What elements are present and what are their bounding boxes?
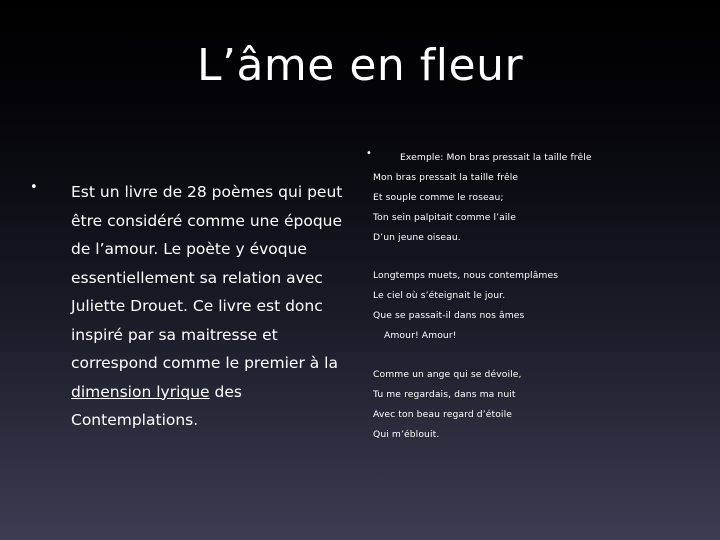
poem-line: Que se passait-il dans nos âmes (373, 310, 525, 321)
poem-line: Amour! Amour! (384, 330, 457, 341)
dimension-lyrique-underlined: dimension lyrique (71, 382, 210, 401)
slide-title: L’âme en fleur (196, 40, 524, 91)
poem-line: Comme un ange qui se dévoile, (373, 369, 522, 380)
poem-line: Mon bras pressait la taille frêle (373, 172, 519, 183)
description-text: Est un livre de 28 poèmes qui peut être considéré comme une époque de l’amour. Le poète y évoque essentiellement sa relation avec Juliette Drouet. Ce livre est donc inspiré par sa maitresse et correspond comme le premier à la (71, 183, 343, 372)
bullet-marker: • (30, 180, 38, 195)
description-paragraph (71, 178, 351, 435)
poem-line: Ton sein palpitait comme l’aile (373, 212, 516, 223)
poem-line: Le ciel où s’éteignait le jour. (373, 290, 506, 301)
poem-line: Longtemps muets, nous contemplâmes (373, 270, 559, 281)
bullet-marker: • (366, 148, 372, 159)
poem-line: Avec ton beau regard d’étoile (373, 409, 512, 420)
poem-line: Et souple comme le roseau; (373, 192, 504, 203)
description-text-end: des Contemplations. (71, 382, 242, 429)
example-label: Exemple: Mon bras pressait la taille frêle (400, 152, 592, 163)
poem-line: Qui m’éblouit. (373, 429, 440, 440)
poem-line: D’un jeune oiseau. (373, 232, 461, 243)
poem-line: Tu me regardais, dans ma nuit (373, 389, 516, 400)
